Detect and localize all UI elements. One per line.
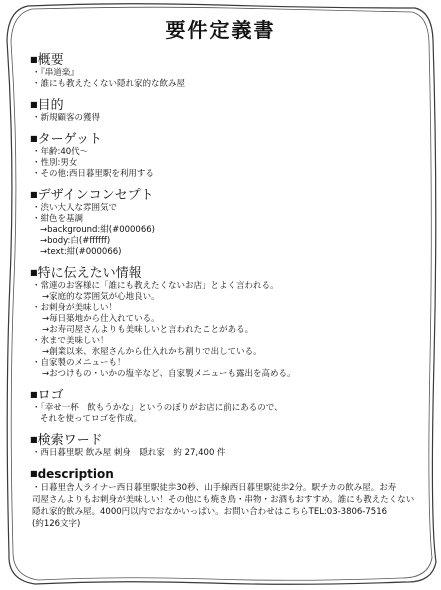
square-bullet-icon: ■ [30, 268, 38, 277]
square-bullet-icon: ■ [30, 134, 38, 143]
text-line: →お寿司屋さんよりも美味しいと言われたことがある。 [42, 325, 254, 335]
text-line: ・日暮里舎人ライナー西日暮里駅徒歩30秒、山手線西日暮里駅徒歩2分。駅チカの飲み屋。お寿 [32, 483, 397, 493]
section-search-keywords [30, 432, 428, 459]
section-heading [30, 131, 428, 147]
section-heading [30, 52, 428, 68]
text-line: ・お刺身が美味しい！ [32, 303, 118, 313]
heading-text: ロゴ [37, 388, 64, 403]
section-key-info [30, 265, 428, 380]
text-line: (約126文字) [32, 519, 81, 529]
section-overview [30, 52, 428, 90]
text-line: →創業以来、氷屋さんから仕入れかち割りで出している。 [42, 347, 262, 357]
square-bullet-icon: ■ [30, 435, 38, 444]
color-spec-line: →body:白(#ffffff) [40, 236, 111, 246]
heading-text: ターゲット [37, 132, 103, 147]
square-bullet-icon: ■ [30, 100, 38, 109]
text-line: ・年齢:40代〜 [32, 147, 89, 157]
text-line: ・西日暮里駅 飲み屋 刺身 隠れ家 約 27,400 件 [32, 448, 226, 458]
text-line: ・「幸せ一杯 飲もうかな」というのぼりがお店に前にあるので、 [32, 403, 283, 413]
document-body [30, 52, 428, 537]
text-line: ・誰にも教えたくない隠れ家的な飲み屋 [32, 79, 186, 89]
section-target [30, 131, 428, 180]
square-bullet-icon: ■ [30, 469, 38, 478]
section-heading [30, 466, 428, 482]
text-line: →おつけもの・いかの塩辛など、自家製メニューも露出を高める。 [42, 369, 296, 379]
section-heading [30, 387, 428, 403]
heading-text: description [37, 467, 114, 481]
text-line: ・常連のお客様に「誰にも教えたくないお店」とよく言われる。 [32, 281, 279, 291]
heading-text: 検索ワード [37, 433, 103, 448]
square-bullet-icon: ■ [30, 55, 38, 64]
section-heading [30, 265, 428, 281]
text-line: ・『串道楽』 [32, 68, 79, 78]
text-line: ・その他:西日暮里駅を利用する [32, 169, 154, 179]
text-line: ・自家製のメニューも！ [32, 358, 126, 368]
section-design-concept [30, 187, 428, 258]
text-line: →家庭的な雰囲気が心地良い。 [42, 292, 160, 302]
description-text [30, 482, 428, 530]
text-line: ・性別:男女 [32, 158, 78, 168]
document-title: 要件定義書 [165, 18, 276, 42]
text-line: ・渋い大人な雰囲気で [32, 203, 118, 213]
heading-text: 目的 [37, 98, 64, 113]
text-line: ・新規顧客の獲得 [32, 113, 101, 123]
color-spec-line: →text:紺(#000066) [40, 247, 122, 257]
heading-text: 概要 [37, 53, 64, 68]
section-description [30, 466, 428, 530]
section-logo [30, 387, 428, 425]
text-line: 隠れ家的飲み屋。4000円以内でおなかいっぱい。お問い合わせはこちらTEL:03-3806-7516 [32, 507, 388, 517]
section-heading [30, 432, 428, 448]
text-line: 司屋さんよりもお刺身が美味しい！その他にも焼き鳥・串物・お酒もおすすめ。誰にも教えたくない [32, 495, 415, 505]
square-bullet-icon: ■ [30, 390, 38, 399]
section-heading [30, 187, 428, 203]
heading-text: 特に伝えたい情報 [37, 266, 142, 281]
text-line: ・氷まで美味しい！ [32, 336, 109, 346]
section-purpose [30, 97, 428, 124]
text-line: それを使ってロゴを作成。 [40, 414, 143, 424]
text-line: →毎日築地から仕入れている。 [42, 314, 160, 324]
text-line: ・紺色を基調 [32, 214, 84, 224]
square-bullet-icon: ■ [30, 190, 38, 199]
heading-text: デザインコンセプト [37, 188, 154, 203]
color-spec-line: →background:紺(#000066) [40, 225, 155, 235]
section-heading [30, 97, 428, 113]
